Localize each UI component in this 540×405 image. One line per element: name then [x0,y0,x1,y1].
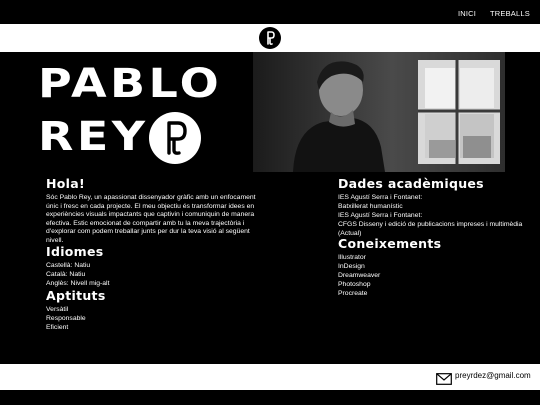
mail-icon[interactable] [436,370,452,382]
nav-link-inici[interactable]: INICI [458,9,477,18]
content-section [0,172,540,364]
footer-bar [0,364,540,390]
knowledge-item: Dreamweaver [338,272,381,279]
knowledge-item: Procreate [338,290,368,297]
skills-heading: Aptituts [46,288,106,303]
profile-photo [253,52,505,172]
last-name-heading: REY [38,114,149,160]
bottom-bar [0,390,540,405]
language-item: Anglès: Nivell mig-alt [46,280,110,287]
skill-item: Versàtil [46,306,69,313]
first-name-heading: PABLO [38,61,223,107]
nav-link-treballs[interactable]: TREBALLS [490,9,530,18]
knowledge-heading: Coneixements [338,236,442,251]
email-link[interactable]: preyrdez@gmail.com [455,371,531,380]
knowledge-item: InDesign [338,263,365,270]
pr-monogram-logo-large-icon [149,112,201,164]
pr-monogram-logo-icon[interactable] [259,27,281,49]
top-navigation [0,0,540,24]
knowledge-item: Photoshop [338,281,371,288]
about-text: Sóc Pablo Rey, un apassionat dissenyador gràfic amb un enfocament únic i fresc en cada projecte. El meu objectiu és transformar idees en experiències visuals impactants que captivin i comuniquin de manera efectiva. Estic emocionat de compartir amb tu la meva trajectòria i d'explorar com podem treballar junts per dur la teva visió al següent nivell. [46,194,256,244]
education-item: IES Agustí Serra i Fontanet: [338,212,423,219]
hero-section [0,52,540,172]
knowledge-item: Illustrator [338,254,366,261]
education-item: IES Agustí Serra i Fontanet: [338,194,423,201]
skill-item: Eficient [46,324,69,331]
skill-item: Responsable [46,315,86,322]
education-item: CFGS Disseny i edició de publicacions impreses i multimèdia [338,221,523,228]
language-item: Català: Natiu [46,271,86,278]
education-item: Batxillerat humanístic [338,203,403,210]
about-heading: Hola! [46,176,85,191]
logo-bar [0,24,540,52]
languages-heading: Idiomes [46,244,104,259]
education-heading: Dades acadèmiques [338,176,484,191]
language-item: Castellà: Natiu [46,262,91,269]
education-item: (Actual) [338,230,362,237]
